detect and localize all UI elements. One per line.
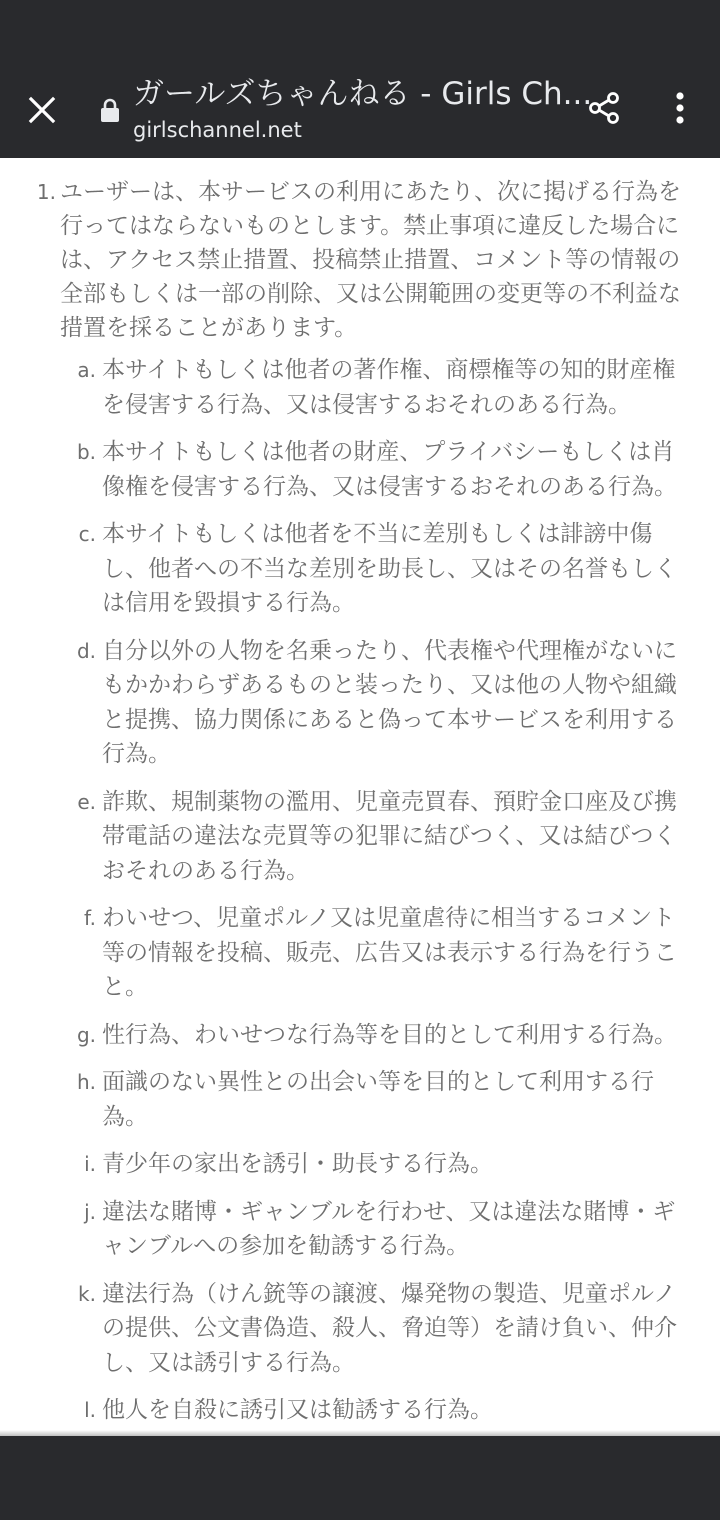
sub-item-l [0,1393,720,1428]
list-letter: g. [76,1022,96,1047]
list-number: 1. [36,180,56,204]
sub-item-text: 自分以外の人物を名乗ったり、代表権や代理権がないにもかかわらずあるものと装ったり、又は他の人物や組織と提携、協力関係にあると偽って本サービスを利用する行為。 [102,637,677,767]
rule-item-1 [0,175,720,345]
sub-item-k [0,1277,720,1381]
sub-item-d [0,634,720,772]
sub-item-text: 違法行為（けん銃等の譲渡、爆発物の製造、児童ポルノの提供、公文書偽造、殺人、脅迫等）を請け負い、仲介し、又は誘引する行為。 [102,1280,677,1376]
close-icon [28,96,56,124]
more-vert-icon [674,91,686,125]
list-letter: d. [76,638,96,663]
page-content[interactable] [0,158,720,1436]
sub-item-text: 本サイトもしくは他者の財産、プライバシーもしくは肖像権を侵害する行為、又は侵害するおそれのある行為。 [102,439,677,500]
sub-item-text: 面識のない異性との出会い等を目的として利用する行為。 [102,1069,654,1130]
list-letter: b. [76,440,96,464]
close-button[interactable] [18,86,66,134]
sub-item-text: 詐欺、規制薬物の濫用、児童売買春、預貯金口座及び携帯電話の違法な売買等の犯罪に結びつく、又は結びつくおそれのある行為。 [102,788,677,884]
sub-item-h [0,1065,720,1134]
sub-item-g [0,1018,720,1053]
list-letter: h. [76,1070,96,1094]
sub-item-text: 本サイトもしくは他者の著作権、商標権等の知的財産権を侵害する行為、又は侵害するおそれのある行為。 [102,357,676,418]
sub-item-c [0,517,720,621]
sub-list [0,353,720,1475]
sub-item-e [0,785,720,889]
page-url[interactable]: girlschannel.net [133,118,302,142]
list-letter: k. [78,1281,96,1306]
list-letter: a. [77,358,96,382]
share-icon [586,90,622,126]
navigation-bar [0,1436,720,1520]
sub-item-f [0,901,720,1005]
list-letter: f. [84,906,96,930]
page-title[interactable]: ガールズちゃんねる - Girls Ch... [133,76,593,112]
sub-item-i [0,1147,720,1182]
sub-item-text: 青少年の家出を誘引・助長する行為。 [102,1151,493,1177]
list-letter: j. [84,1199,96,1224]
sub-item-b [0,435,720,504]
rule-text: ユーザーは、本サービスの利用にあたり、次に掲げる行為を行ってはならないものとします。禁止事項に違反した場合には、アクセス禁止措置、投稿禁止措置、コメント等の情報の全部もしくは一部の削除、又は公開範囲の変更等の不利益な措置を採ることがあります。 [60,179,681,341]
sub-item-j [0,1195,720,1264]
status-bar [0,0,720,60]
list-letter: i. [84,1152,96,1176]
list-letter: e. [77,789,96,814]
lock-icon [98,97,122,123]
list-letter: c. [78,522,96,546]
sub-item-text: 性行為、わいせつな行為等を目的として利用する行為。 [102,1021,677,1048]
browser-toolbar [0,60,720,158]
list-letter: l. [84,1398,96,1422]
sub-item-text: 違法な賭博・ギャンブルを行わせ、又は違法な賭博・ギャンブルへの参加を勧誘する行為。 [102,1198,676,1259]
share-button[interactable] [580,84,628,132]
sub-item-text: 他人を自殺に誘引又は勧誘する行為。 [102,1397,493,1423]
sub-item-text: わいせつ、児童ポルノ又は児童虐待に相当するコメント等の情報を投稿、販売、広告又は表示する行為を行うこと。 [102,905,677,1000]
sub-item-text: 本サイトもしくは他者を不当に差別もしくは誹謗中傷し、他者への不当な差別を助長し、又はその名誉もしくは信用を毀損する行為。 [102,521,677,616]
more-options-button[interactable] [656,84,704,132]
sub-item-a [0,353,720,422]
